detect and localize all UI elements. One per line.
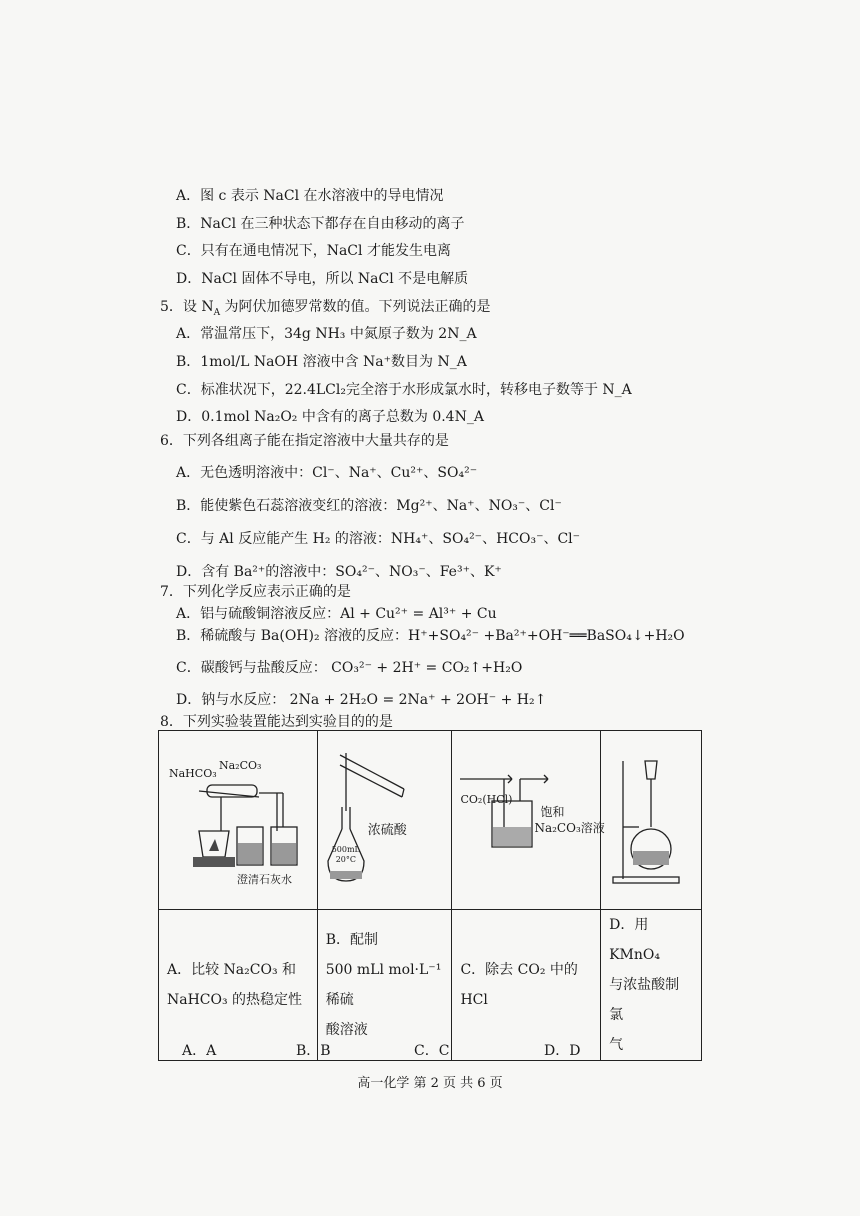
label-na2co3-solution: Na₂CO₃溶液: [534, 821, 605, 835]
cell-b-line-3: 酸溶液: [325, 1022, 368, 1038]
cell-a: [159, 910, 318, 1061]
page-footer: 高一化学 第 2 页 共 6 页: [357, 1076, 503, 1091]
q6-option-d: D．含有 Ba²⁺的溶液中：SO₄²⁻、NO₃⁻、Fe³⁺、K⁺: [176, 564, 502, 580]
q7-stem: 7．下列化学反应表示正确的是: [160, 584, 351, 600]
q7-option-c: C．碳酸钙与盐酸反应： CO₃²⁻ + 2H⁺ = CO₂↑+H₂O: [176, 660, 523, 676]
q5-option-c: C．标准状况下，22.4LCl₂完全溶于水形成氯水时，转移电子数等于 N_A: [176, 382, 632, 398]
cell-b-line-1: B．配制: [325, 932, 378, 948]
cell-d-line-2: 与浓盐酸制氯: [609, 977, 680, 1023]
q7-option-b: B．稀硫酸与 Ba(OH)₂ 溶液的反应：H⁺+SO₄²⁻ +Ba²⁺+OH⁻══BaSO₄↓+H₂O: [176, 628, 685, 644]
q5-option-b: B．1mol/L NaOH 溶液中含 Na⁺数目为 N_A: [176, 354, 467, 370]
cell-d-line-3: 气: [609, 1037, 624, 1053]
cell-c-line-1: C．除去 CO₂ 中的 HCl: [460, 962, 578, 1008]
q4-option-a: A．图 c 表示 NaCl 在水溶液中的导电情况: [176, 188, 444, 204]
apparatus-a-figure: [159, 731, 318, 910]
label-flask-vol: 500mL: [331, 845, 360, 854]
q7-option-d: D．钠与水反应： 2Na + 2H₂O = 2Na⁺ + 2OH⁻ + H₂↑: [176, 692, 547, 708]
label-co2-hcl: CO₂(HCl): [460, 793, 513, 806]
q8-answer-b: B．B: [296, 1043, 331, 1059]
label-na2co3: Na₂CO₃: [219, 759, 262, 772]
cell-d-line-1: D．用 KMnO₄: [609, 917, 660, 963]
q4-option-b: B．NaCl 在三种状态下都存在自由移动的离子: [176, 216, 465, 232]
cell-b-line-2: 500 mLl mol·L⁻¹ 稀硫: [325, 962, 442, 1008]
q8-answer-c: C．C: [414, 1043, 450, 1059]
q6-option-c: C．与 Al 反应能产生 H₂ 的溶液：NH₄⁺、SO₄²⁻、HCO₃⁻、Cl⁻: [176, 531, 581, 547]
q4-option-d: D．NaCl 固体不导电，所以 NaCl 不是电解质: [176, 271, 469, 287]
q6-stem: 6．下列各组离子能在指定溶液中大量共存的是: [160, 433, 449, 449]
q8-answer-d: D．D: [544, 1043, 581, 1059]
cell-d: [601, 910, 702, 1061]
apparatus-b-figure: [317, 731, 452, 910]
chlorine-generator-diagram: [601, 731, 701, 909]
q8-apparatus-table: [158, 730, 702, 1061]
label-flask-temp: 20°C: [335, 855, 357, 864]
q8-stem: 8．下列实验装置能达到实验目的的是: [160, 714, 393, 730]
q6-option-b: B．能使紫色石蕊溶液变红的溶液：Mg²⁺、Na⁺、NO₃⁻、Cl⁻: [176, 498, 562, 514]
q8-answer-a: A．A: [182, 1043, 217, 1059]
label-limewater: 澄清石灰水: [237, 873, 292, 886]
label-nahco3: NaHCO₃: [169, 767, 217, 780]
cell-a-line-2: NaHCO₃ 的热稳定性: [167, 992, 303, 1008]
apparatus-c-figure: [452, 731, 605, 910]
label-conc-acid: 浓硫酸: [367, 823, 407, 838]
apparatus-d-figure: [601, 731, 702, 910]
q6-option-a: A．无色透明溶液中：Cl⁻、Na⁺、Cu²⁺、SO₄²⁻: [176, 465, 478, 481]
q5-option-a: A．常温常压下，34g NH₃ 中氮原子数为 2N_A: [176, 326, 477, 342]
q5-stem: 5．设 $N_A$ 为阿伏加德罗常数的值。下列说法正确的是: [160, 299, 491, 318]
q7-option-a: A．铝与硫酸铜溶液反应：Al + Cu²⁺ = Al³⁺ + Cu: [176, 606, 497, 622]
q4-option-c: C．只有在通电情况下，NaCl 才能发生电离: [176, 243, 451, 259]
cell-c: [452, 910, 601, 1061]
cell-b: [317, 910, 452, 1061]
q5-option-d: D．0.1mol Na₂O₂ 中含有的离子总数为 0.4N_A: [176, 409, 484, 425]
label-saturated: 饱和: [540, 805, 565, 819]
cell-a-line-1: A．比较 Na₂CO₃ 和: [167, 962, 297, 978]
